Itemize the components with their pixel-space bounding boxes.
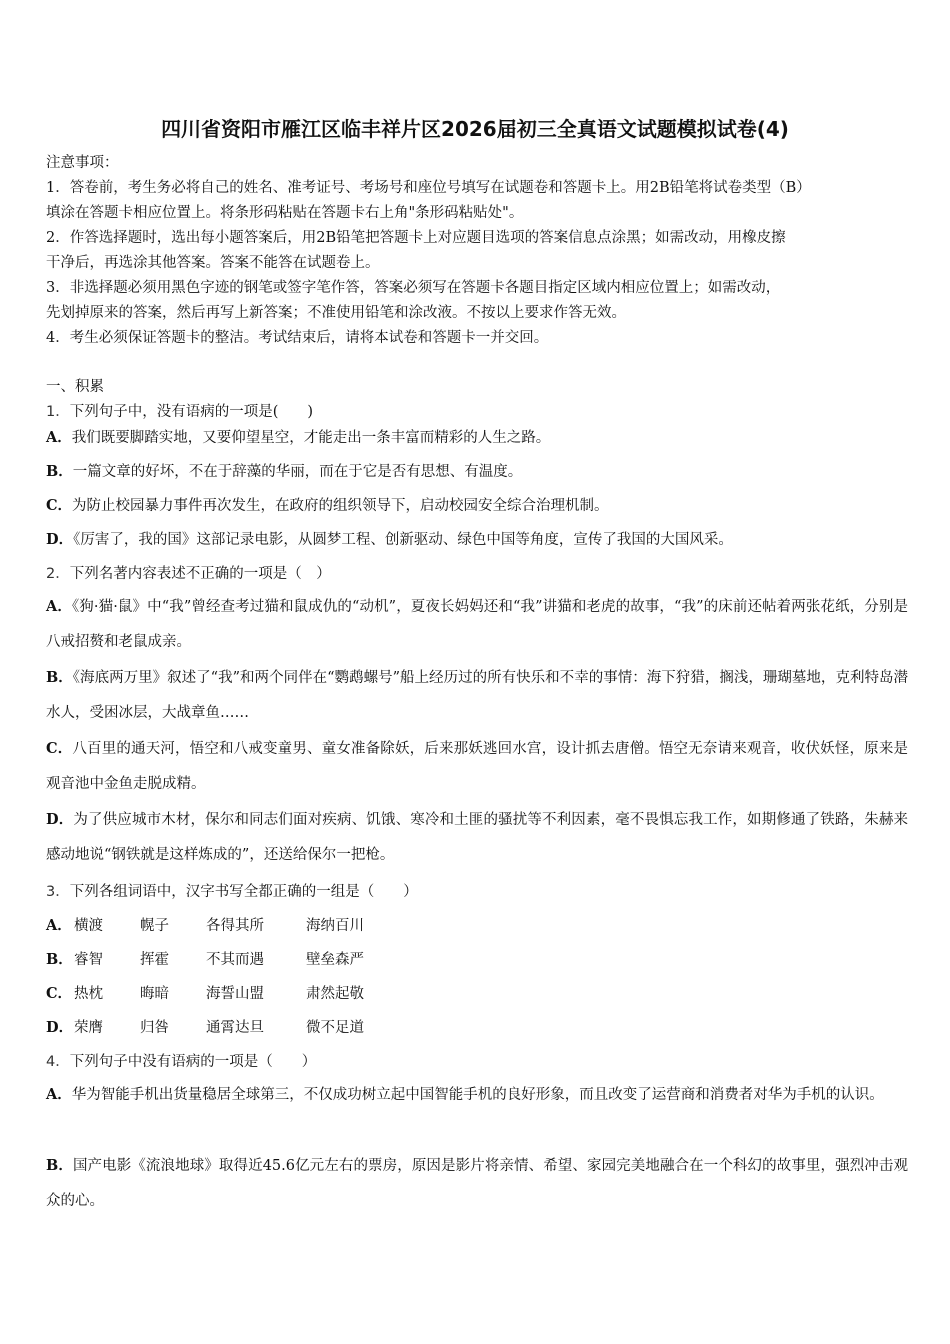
option-text: 我们既要脚踏实地，又要仰望星空，才能走出一条丰富而精彩的人生之路。: [71, 430, 551, 446]
word: 挥霍: [140, 952, 169, 968]
option-text: 为了供应城市木材，保尔和同志们面对疾病、饥饿、寒冷和土匪的骚扰等不利因素，毫不畏惧忘我工作，如期修通了铁路，朱赫来感动地说“钢铁就是这样炼成的”，还送给保尔一把枪。: [46, 812, 909, 863]
word: 微不足道: [306, 1020, 364, 1036]
option-label: A．: [46, 917, 72, 934]
option-label: B．: [46, 669, 73, 686]
word: 荣膺: [74, 1020, 103, 1036]
option-text: 国产电影《流浪地球》取得近45.6亿元左右的票房，原因是影片将亲情、希望、家园完美地融合在一个科幻的故事里，强烈冲击观众的心。: [46, 1158, 908, 1209]
q1-stem-text: 下列句子中，没有语病的一项是( ): [69, 404, 314, 420]
notice-block: [46, 151, 916, 351]
word: 壁垒森严: [306, 952, 364, 968]
notice-item-3a: 3．非选择题必须用黑色字迹的钢笔或签字笔作答，答案必须写在答题卡各题目指定区域内相应位置上；如需改动，: [46, 280, 781, 296]
option-text: 《狗·猫·鼠》中“我”曾经查考过猫和鼠成仇的“动机”，夏夜长妈妈还和“我”讲猫和老虎的故事，“我”的床前还帖着两张花纸，分别是八戒招赘和老鼠成亲。: [46, 599, 908, 650]
word: 肃然起敬: [306, 986, 364, 1002]
word: 不其而遇: [206, 952, 264, 968]
notice-item-1a: 1．答卷前，考生务必将自己的姓名、准考证号、考场号和座位号填写在试题卷和答题卡上。用2B铅笔将试卷类型（B）: [46, 180, 811, 196]
notice-heading: 注意事项：: [46, 155, 119, 171]
notice-item-3b: 先划掉原来的答案，然后再写上新答案；不准使用铅笔和涂改液。不按以上要求作答无效。: [46, 305, 626, 321]
q3-stem-text: 下列各组词语中，汉字书写全都正确的一组是（ ）: [69, 884, 418, 900]
q2-option-a[interactable]: [46, 589, 908, 660]
q4-stem: [46, 1050, 908, 1071]
q3-option-c[interactable]: [46, 982, 908, 1003]
option-text: 一篇文章的好坏，不在于辞藻的华丽，而在于它是否有思想、有温度。: [72, 464, 523, 480]
q4-number: 4．: [46, 1054, 70, 1070]
word: 横渡: [74, 918, 103, 934]
option-text: 华为智能手机出货量稳居全球第三，不仅成功树立起中国智能手机的良好形象，而且改变了运营商和消费者对华为手机的认识。: [71, 1087, 884, 1103]
option-text: 八百里的通天河，悟空和八戒变童男、童女准备除妖，后来那妖逃回水宫，设计抓去唐僧。悟空无奈请来观音，收伏妖怪，原来是观音池中金鱼走脱成精。: [46, 741, 908, 792]
option-label: A．: [46, 429, 72, 446]
word: 归咎: [140, 1020, 169, 1036]
word: 热枕: [74, 986, 103, 1002]
q1-stem: [46, 400, 908, 421]
q3-option-a[interactable]: [46, 914, 908, 935]
option-label: B．: [46, 463, 73, 480]
option-label: D．: [46, 811, 74, 828]
option-label: B．: [46, 951, 73, 968]
q3-option-d[interactable]: [46, 1016, 908, 1037]
option-label: C．: [46, 497, 73, 514]
q3-number: 3．: [46, 884, 70, 900]
q2-number: 2．: [46, 566, 70, 582]
word: 通霄达旦: [206, 1020, 264, 1036]
notice-item-4: 4．考生必须保证答题卡的整洁。考试结束后，请将本试卷和答题卡一并交回。: [46, 330, 549, 346]
q3-stem: [46, 880, 908, 901]
q1-option-a[interactable]: [46, 426, 908, 447]
q2-option-d[interactable]: [46, 802, 908, 873]
q2-option-b[interactable]: [46, 660, 908, 731]
section-heading: 一、积累: [46, 379, 104, 395]
option-text: 《海底两万里》叙述了“我”和两个同伴在“鹦鹉螺号”船上经历过的所有快乐和不幸的事情：海下狩猎，搁浅，珊瑚墓地，克利特岛潜水人，受困冰层，大战章鱼……: [46, 670, 908, 721]
word: 睿智: [74, 952, 103, 968]
word: 晦暗: [140, 986, 169, 1002]
option-label: C．: [46, 740, 73, 757]
q3-option-b[interactable]: [46, 948, 908, 969]
option-label: A．: [46, 598, 72, 615]
q4-option-b[interactable]: [46, 1148, 908, 1219]
option-text: 为防止校园暴力事件再次发生，在政府的组织领导下，启动校园安全综合治理机制。: [72, 498, 609, 514]
option-label: C．: [46, 985, 73, 1002]
word: 幌子: [140, 918, 169, 934]
q2-stem-text: 下列名著内容表述不正确的一项是（ ）: [69, 566, 331, 582]
word: 各得其所: [206, 918, 264, 934]
notice-item-2a: 2．作答选择题时，选出每小题答案后，用2B铅笔把答题卡上对应题目选项的答案信息点涂黑；如需改动，用橡皮擦: [46, 230, 786, 246]
word: 海纳百川: [306, 918, 364, 934]
option-label: A．: [46, 1086, 72, 1103]
q4-stem-text: 下列句子中没有语病的一项是（ ）: [69, 1054, 317, 1070]
q1-option-b[interactable]: [46, 460, 908, 481]
option-label: B．: [46, 1157, 73, 1174]
option-label: D．: [46, 1019, 74, 1036]
q2-stem: [46, 562, 908, 583]
notice-item-1b: 填涂在答题卡相应位置上。将条形码粘贴在答题卡右上角"条形码粘贴处"。: [46, 205, 524, 221]
option-label: D．: [46, 531, 74, 548]
word: 海誓山盟: [206, 986, 264, 1002]
notice-item-2b: 干净后，再选涂其他答案。答案不能答在试题卷上。: [46, 255, 380, 271]
page-title: 四川省资阳市雁江区临丰祥片区2026届初三全真语文试题模拟试卷(4): [161, 117, 789, 141]
q1-option-d[interactable]: [46, 528, 908, 549]
q1-number: 1．: [46, 404, 70, 420]
q1-option-c[interactable]: [46, 494, 908, 515]
q4-option-a[interactable]: [46, 1077, 908, 1113]
option-text: 《厉害了，我的国》这部记录电影，从圆梦工程、创新驱动、绿色中国等角度，宣传了我国的大国风采。: [73, 532, 733, 548]
q2-option-c[interactable]: [46, 731, 908, 802]
